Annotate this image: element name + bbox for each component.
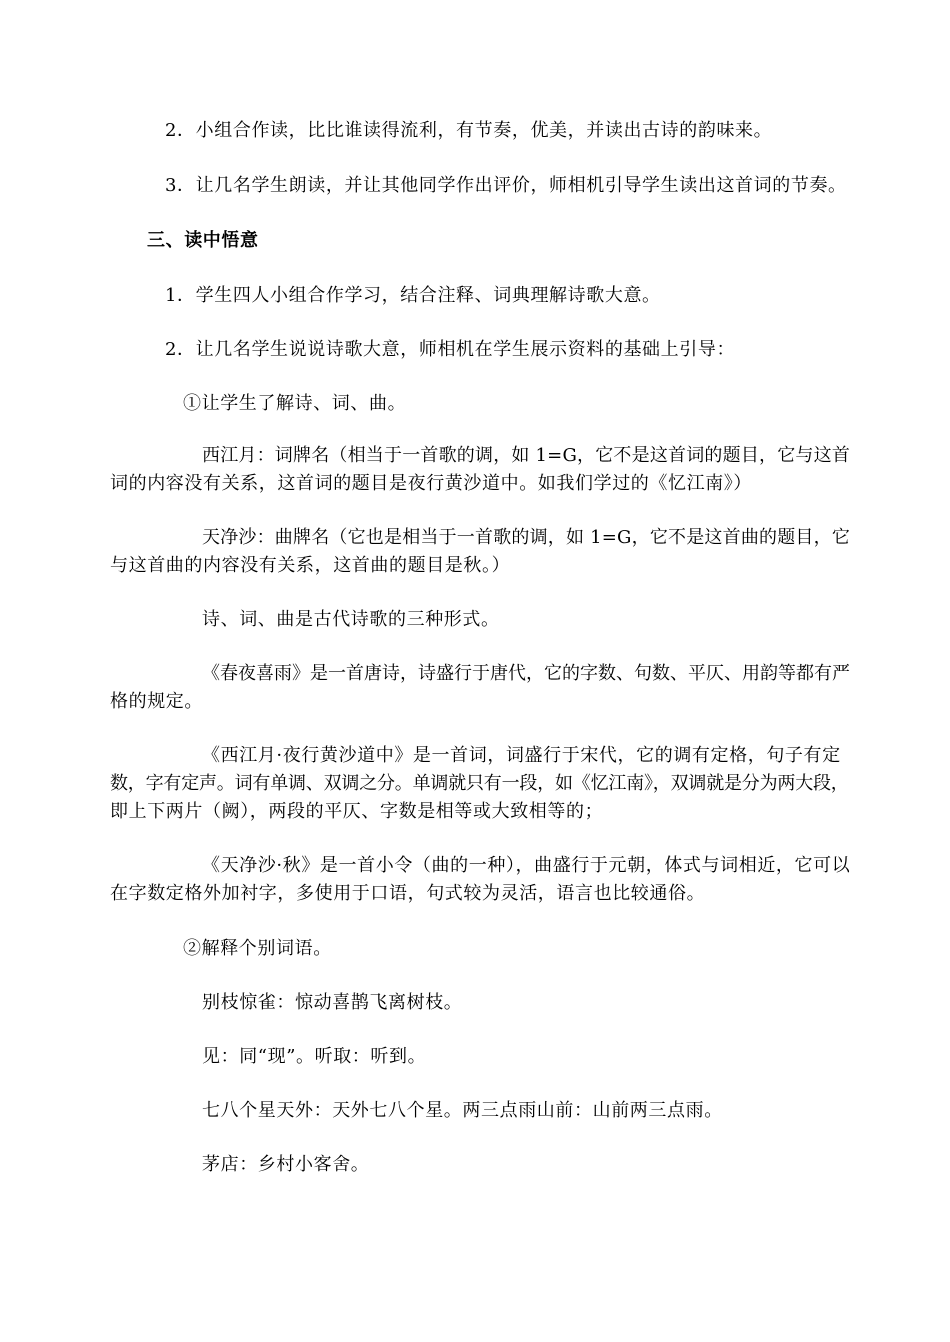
- xijiangyue-line-1: 西江月：词牌名（相当于一首歌的调，如 1=G，它不是这首词的题目，它与这首: [202, 445, 851, 466]
- xijiang-ci-line-2: 数，字有定声。词有单调、双调之分。单调就只有一段，如《忆江南》，双调就是分为两大段，: [110, 773, 849, 794]
- xijiang-ci-line-1: 《西江月·夜行黄沙道中》是一首词，词盛行于宋代，它的调有定格，句子有定: [202, 745, 841, 766]
- glossary-item: 见：同“现”。听取：听到。: [202, 1046, 427, 1067]
- chunye-line-1: 《春夜喜雨》是一首唐诗，诗盛行于唐代，它的字数、句数、平仄、用韵等都有严: [202, 663, 850, 684]
- chunye-line-2: 格的规定。: [110, 691, 203, 712]
- xijiangyue-line-2: 词的内容没有关系，这首词的题目是夜行黄沙道中。如我们学过的《忆江南》）: [110, 473, 752, 494]
- tianjing-qu-line-2: 在字数定格外加衬字，多使用于口语，句式较为灵活，语言也比较通俗。: [110, 883, 706, 904]
- glossary-item: 别枝惊雀：惊动喜鹊飞离树枝。: [202, 992, 463, 1013]
- section-item-2: 2．让几名学生说说诗歌大意，师相机在学生展示资料的基础上引导：: [165, 339, 736, 360]
- point-2: ②解释个别词语。: [183, 938, 332, 959]
- tianjingsha-line-2: 与这首曲的内容没有关系，这首曲的题目是秋。）: [110, 555, 511, 576]
- section-heading: 三、读中悟意: [147, 230, 259, 251]
- item-step-3: 3．让几名学生朗读，并让其他同学作出评价，师相机引导学生读出这首词的节奏。: [165, 175, 847, 196]
- section-item-1: 1．学生四人小组合作学习，结合注释、词典理解诗歌大意。: [165, 285, 661, 306]
- point-1: ①让学生了解诗、词、曲。: [183, 393, 407, 414]
- glossary-item: 七八个星天外：天外七八个星。两三点雨山前：山前两三点雨。: [202, 1100, 723, 1121]
- tianjing-qu-line-1: 《天净沙·秋》是一首小令（曲的一种），曲盛行于元朝，体式与词相近，它可以: [202, 855, 851, 876]
- item-step-2: 2．小组合作读，比比谁读得流利，有节奏，优美，并读出古诗的韵味来。: [165, 120, 773, 141]
- tianjingsha-line-1: 天净沙：曲牌名（它也是相当于一首歌的调，如 1=G，它不是这首曲的题目，它: [202, 527, 851, 548]
- forms-paragraph: 诗、词、曲是古代诗歌的三种形式。: [202, 609, 500, 630]
- xijiang-ci-line-3: 即上下两片（阙），两段的平仄、字数是相等或大致相等的；: [110, 801, 604, 822]
- glossary-item: 茅店：乡村小客舍。: [202, 1154, 370, 1175]
